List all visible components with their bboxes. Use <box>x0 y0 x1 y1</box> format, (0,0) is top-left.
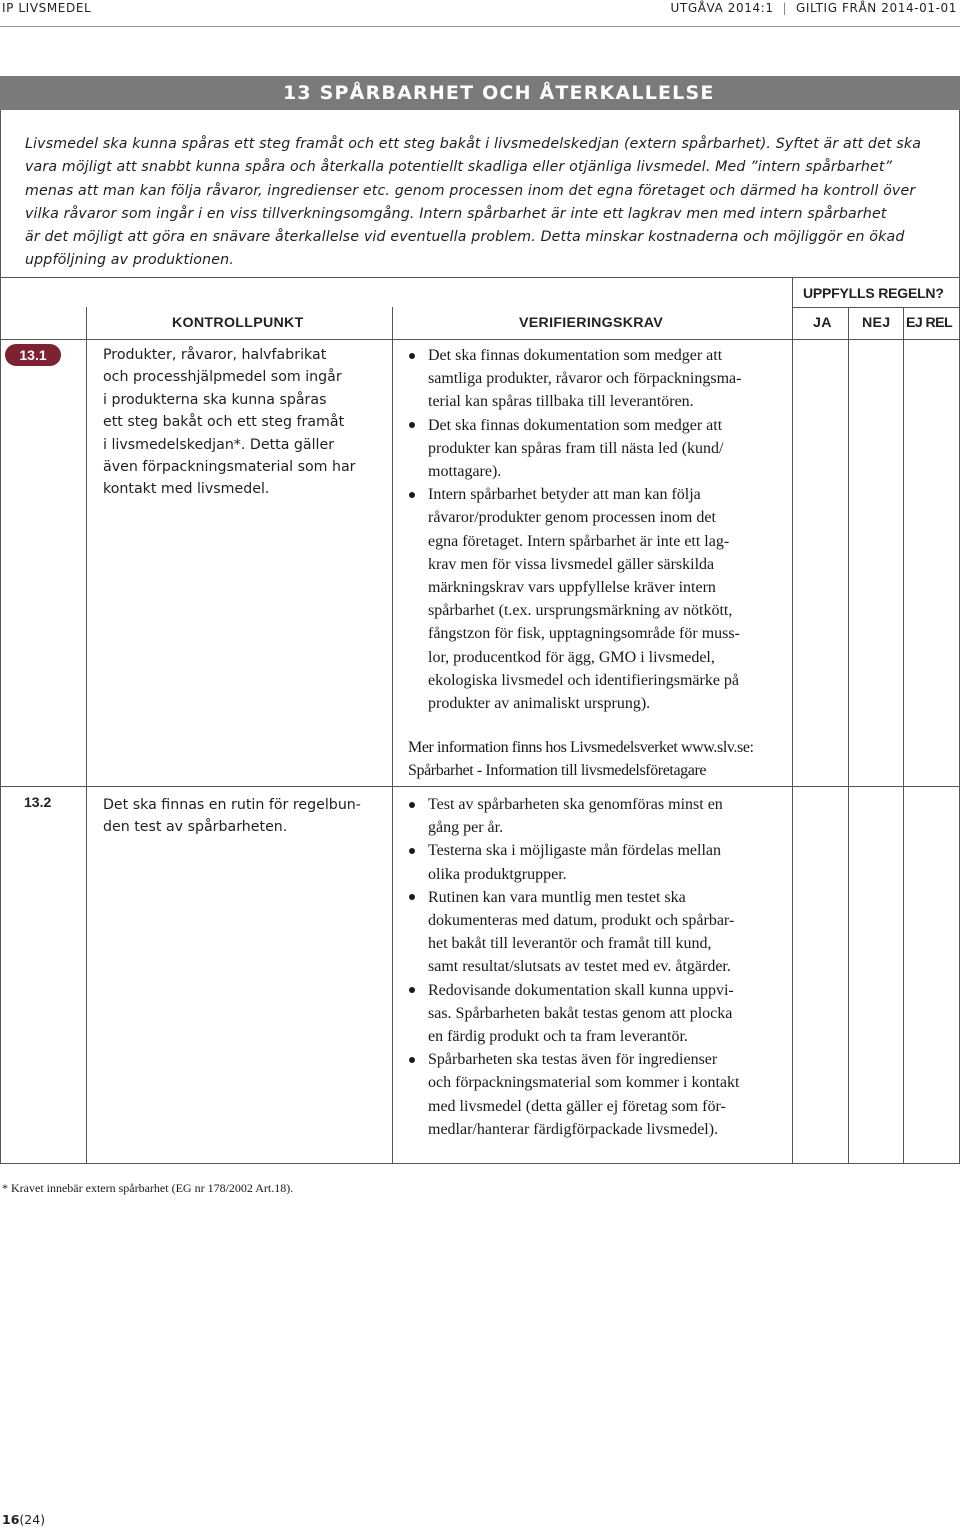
bullet-line: Spårbarheten ska testas även för ingredienser <box>428 1051 718 1069</box>
header-edition-info <box>671 1 957 15</box>
bullet-line: terial kan spåras tillbaka till leverantören. <box>428 393 694 411</box>
column-divider-ja <box>848 307 849 1164</box>
bullet-line: lor, producentkod för ägg, GMO i livsmedel, <box>428 648 715 666</box>
verifieringskrav-bullet <box>408 344 790 414</box>
header-valid-from: GILTIG FRÅN 2014-01-01 <box>795 1 957 15</box>
compliance-header-rule <box>792 307 960 308</box>
kontrollpunkt-line: även förpackningsmaterial som har <box>103 459 356 476</box>
bullet-line: het bakåt till leverantör och framåt till kund, <box>428 935 712 953</box>
more-info-text <box>408 736 790 782</box>
bullet-line: produkter kan spåras fram till nästa led (kund/ <box>428 439 724 457</box>
header-doc-name: IP LIVSMEDEL <box>2 1 92 15</box>
bullet-line: produkter av animaliskt ursprung). <box>428 695 651 713</box>
page-number <box>2 1512 45 1527</box>
header-separator: | <box>778 1 792 15</box>
intro-line: vara möjligt att snabbt kunna spåra och återkalla potentiellt skadliga eller otjänliga livsmedel. Med ”intern spårbarhet” <box>25 159 893 176</box>
kontrollpunkt-line: kontakt med livsmedel. <box>103 481 270 498</box>
more-info-line: Mer information finns hos Livsmedelsverket www.slv.se: <box>408 739 754 756</box>
verifieringskrav-list <box>408 344 790 715</box>
header-edition: UTGÅVA 2014:1 <box>670 1 774 15</box>
verifieringskrav-bullet <box>408 886 790 979</box>
verifieringskrav-bullet <box>408 793 790 839</box>
row-number: 13.2 <box>24 794 52 810</box>
bullet-line: samt resultat/slutsats av testet med ev. åtgärder. <box>428 958 731 976</box>
bullet-line: sas. Spårbarheten bakåt testas genom att plocka <box>428 1004 733 1022</box>
table-top-rule <box>0 277 960 278</box>
bullet-line: Rutinen kan vara muntlig men testet ska <box>428 888 686 906</box>
bullet-line: olika produktgrupper. <box>428 865 567 883</box>
bullet-line: fångstzon för fisk, upptagningsområde för muss- <box>428 625 740 643</box>
bullet-line: och förpackningsmaterial som kommer i kontakt <box>428 1074 740 1092</box>
bullet-line: Test av spårbarheten ska genomföras minst en <box>428 796 723 813</box>
column-divider-nej <box>903 307 904 1164</box>
bullet-line: medlar/hanterar färdigförpackade livsmedel). <box>428 1120 719 1138</box>
bullet-line: med livsmedel (detta gäller ej företag som för- <box>428 1097 726 1115</box>
compliance-header: UPPFYLLS REGELN? <box>803 285 944 301</box>
verifieringskrav-bullet <box>408 979 790 1049</box>
intro-line: vilka råvaror som ingår i en viss tillverkningsomgång. Intern spårbarhet är inte ett lagkrav men med intern spårbarhet <box>25 205 887 222</box>
bullet-line: spårbarhet (t.ex. ursprungsmärkning av nötkött, <box>428 602 733 620</box>
bullet-line: dokumenteras med datum, produkt och spårbar- <box>428 912 735 930</box>
kontrollpunkt-line: i produkterna ska kunna spåras <box>103 391 327 408</box>
intro-paragraph <box>25 133 950 273</box>
footnote: * Kravet innebär extern spårbarhet (EG nr 178/2002 Art.18). <box>2 1181 294 1195</box>
page-current: 16 <box>2 1512 20 1527</box>
kontrollpunkt-line: och processhjälpmedel som ingår <box>103 369 342 386</box>
bullet-line: råvaror/produkter genom processen inom det <box>428 509 716 527</box>
bullet-line: Testerna ska i möjligaste mån fördelas mellan <box>428 842 722 860</box>
kontrollpunkt-line: Produkter, råvaror, halvfabrikat <box>103 347 327 363</box>
column-divider-kontrollpunkt <box>392 307 393 1164</box>
kontrollpunkt-line: ett steg bakåt och ett steg framåt <box>103 414 345 431</box>
verifieringskrav-bullet <box>408 483 790 715</box>
bullet-line: Redovisande dokumentation skall kunna uppvi- <box>428 981 734 999</box>
bullet-line: krav men för vissa livsmedel gäller särskilda <box>428 555 715 573</box>
verifieringskrav-bullet <box>408 839 790 885</box>
column-header-rule <box>0 339 960 340</box>
bullet-line: ekologiska livsmedel och identifieringsmärke på <box>428 671 740 689</box>
column-divider-number <box>86 307 87 1164</box>
header-rule <box>0 26 960 27</box>
section-title-banner: 13 SPÅRBARHET OCH ÅTERKALLELSE <box>0 76 960 110</box>
intro-line: är det möjligt att göra en snävare återkallelse vid eventuella problem. Detta minskar kostnaderna och möjliggör en ökad <box>25 229 905 246</box>
column-header-verifieringskrav: VERIFIERINGSKRAV <box>519 315 664 331</box>
bullet-line: Intern spårbarhet betyder att man kan följa <box>428 486 701 504</box>
intro-line: uppföljning av produktionen. <box>25 252 234 269</box>
bullet-line: egna företaget. Intern spårbarhet är inte ett lag- <box>428 532 730 550</box>
kontrollpunkt-text <box>103 344 388 501</box>
intro-line: menas att man kan följa råvaror, ingredienser etc. genom processen inom det egna företaget och därmed ha kontroll över <box>25 182 916 199</box>
column-header-kontrollpunkt: KONTROLLPUNKT <box>172 315 304 331</box>
kontrollpunkt-text <box>103 794 388 839</box>
column-header-ej-rel: EJ REL <box>906 315 953 331</box>
intro-line: Livsmedel ska kunna spåras ett steg framåt och ett steg bakåt i livsmedelskedjan (extern spårbarhet). Syftet är att det ska <box>25 136 922 152</box>
bullet-line: Det ska finnas dokumentation som medger att <box>428 347 723 364</box>
more-info-line: Spårbarhet - Information till livsmedelsföretagare <box>408 762 707 780</box>
bullet-line: samtliga produkter, råvaror och förpackningsma- <box>428 370 742 388</box>
bullet-line: gång per år. <box>428 819 504 837</box>
bullet-line: märkningskrav vars uppfyllelse kräver intern <box>428 579 716 597</box>
page-total: (24) <box>19 1512 46 1527</box>
column-header-nej: NEJ <box>862 315 891 331</box>
verifieringskrav-list <box>408 793 790 1141</box>
verifieringskrav-bullet <box>408 414 790 484</box>
column-divider-verifiering <box>792 277 793 1164</box>
row-number-badge: 13.1 <box>5 344 61 366</box>
row-divider <box>0 786 960 787</box>
bullet-line: mottagare). <box>428 463 502 481</box>
bullet-line: Det ska finnas dokumentation som medger att <box>428 416 723 434</box>
kontrollpunkt-line: Det ska finnas en rutin för regelbun- <box>103 797 361 813</box>
kontrollpunkt-line: i livsmedelskedjan*. Detta gäller <box>103 436 335 453</box>
bullet-line: en färdig produkt och ta fram leverantör. <box>428 1028 688 1046</box>
column-header-ja: JA <box>813 315 832 331</box>
kontrollpunkt-line: den test av spårbarheten. <box>103 819 288 836</box>
verifieringskrav-bullet <box>408 1048 790 1141</box>
